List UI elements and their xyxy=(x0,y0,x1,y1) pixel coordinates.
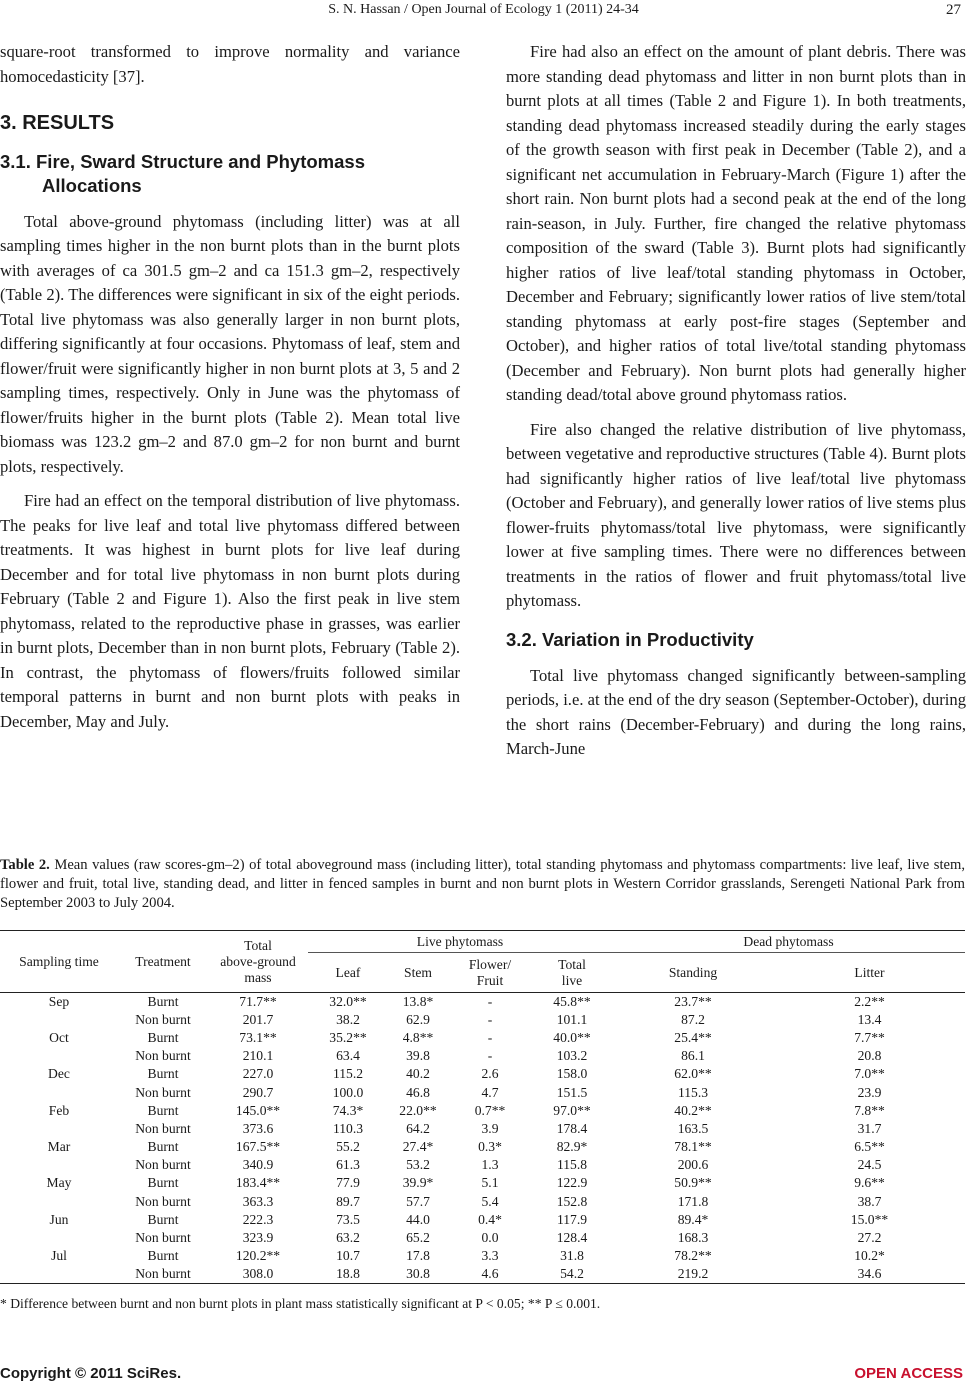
header-total-line3: mass xyxy=(244,969,272,985)
data-table xyxy=(0,930,965,1284)
cell-stem: 53.2 xyxy=(406,1157,430,1173)
cell-time: Jul xyxy=(51,1248,67,1264)
cell-live: 45.8** xyxy=(553,993,591,1009)
cell-leaf: 55.2 xyxy=(336,1139,360,1155)
cell-litter: 20.8 xyxy=(857,1048,882,1064)
cell-flower: 4.6 xyxy=(448,1265,532,1283)
paragraph-phytomass: Total above-ground phytomass (including litter) was at all sampling times higher in the non burnt plots than in the burnt plots with averages of ca 301.5 gm–2 and ca 151.3 gm–2, respectively (Table 2). The differences were significant in six of the eight periods. Total live phytomass was also generally larger in non burnt plots, differing significantly at four occasions. Phytomass of leaf, stem and flower/fruit were significantly higher in non burnt plots at 3, 5 and 2 sampling times, respectively. Only in June was the phytomass of flower/fruits higher in the burnt plots (Table 2). Mean total live biomass was 123.2 gm–2 and 87.0 gm–2 for non burnt and burnt plots, respectively. xyxy=(0,211,460,476)
cell-leaf: 110.3 xyxy=(332,1120,364,1136)
cell-flower: 3.9 xyxy=(481,1120,499,1136)
paragraph-debris: Fire had also an effect on the amount of plant debris. There was more standing dead phytomass and litter in non burnt plots than in burnt plots at all times (Table 2 and Figure 1). In both treatments, standing dead phytomass increased steadily during the early stages of the growth season with first peak in December (Table 2), and a significant net accumulation in February-March (Figure 1) after the short rain. Non burnt plots had a second peak at the end of the long rain-season, in July. Further, fire changed the relative phytomass composition of the sward (Table 3). Burnt plots had significantly higher ratios of live leaf/total standing phytomass in October, December and February; significantly lower ratios of live stem/total standing phytomass at early post-fire stages (September and October), and higher ratios of total live/total standing phytomass (December and February). Non burnt plots had generally higher standing dead/total above ground phytomass ratios. xyxy=(506,42,966,404)
cell-leaf: 38.2 xyxy=(336,1011,360,1027)
cell-stem: 40.2 xyxy=(406,1066,430,1082)
cell-total: 145.0** xyxy=(235,1102,281,1118)
cell-live: 115.8 xyxy=(556,1157,588,1173)
cell-stem: 39.9* xyxy=(402,1175,434,1191)
table-row xyxy=(0,1211,965,1229)
cell-total: 323.9 xyxy=(242,1230,274,1246)
intro-text: square-root transformed to improve normality and variance homocedasticity [37]. xyxy=(0,42,460,86)
cell-live: 151.5 xyxy=(556,1084,588,1100)
cell-time: Sep xyxy=(48,993,70,1009)
page-header xyxy=(0,0,967,22)
cell-standing: 62.0** xyxy=(674,1066,712,1082)
cell-time xyxy=(0,1120,118,1138)
subsection-heading-fire: 3.1. Fire, Sward Structure and Phytomass Allocations xyxy=(0,150,365,196)
cell-live: 101.1 xyxy=(556,1011,588,1027)
cell-stem: 39.8 xyxy=(406,1048,430,1064)
cell-leaf: 61.3 xyxy=(336,1157,360,1173)
cell-standing: 23.7** xyxy=(674,993,712,1009)
cell-flower: 1.3 xyxy=(481,1157,499,1173)
header-sampling-time: Sampling time xyxy=(0,931,118,993)
cell-treatment: Burnt xyxy=(147,1139,179,1155)
cell-standing: 78.1** xyxy=(674,1139,712,1155)
cell-litter: 13.4 xyxy=(857,1011,882,1027)
cell-time: May xyxy=(46,1175,72,1191)
header-total-live-line1: Total xyxy=(558,956,586,972)
cell-litter: 10.2* xyxy=(854,1248,885,1264)
table-row xyxy=(0,1229,965,1247)
cell-time xyxy=(0,1229,118,1247)
cell-stem: 65.2 xyxy=(406,1230,430,1246)
cell-litter: 9.6** xyxy=(854,1175,885,1191)
cell-stem: 17.8 xyxy=(406,1248,430,1264)
cell-standing: 89.4* xyxy=(677,1211,709,1227)
table-row xyxy=(0,1120,965,1138)
cell-treatment: Burnt xyxy=(147,1211,179,1227)
cell-treatment: Non burnt xyxy=(135,1011,191,1027)
header-total-line1: Total xyxy=(244,937,272,953)
table-caption xyxy=(0,856,965,912)
cell-live: 117.9 xyxy=(556,1211,588,1227)
left-column xyxy=(0,40,460,734)
cell-time xyxy=(0,1265,118,1283)
cell-treatment: Burnt xyxy=(147,1066,179,1082)
cell-total: 308.0 xyxy=(208,1265,308,1283)
paragraph-productivity: Total live phytomass changed significantly between-sampling periods, i.e. at the end of the dry season (September-October), during the short rains (December-February) and during the long rains, March-June xyxy=(506,665,966,758)
cell-total: 222.3 xyxy=(242,1211,274,1227)
cell-flower: - xyxy=(487,993,493,1009)
cell-stem: 64.2 xyxy=(406,1120,430,1136)
cell-flower: - xyxy=(487,1048,493,1064)
cell-stem: 4.8** xyxy=(402,1029,434,1045)
table-footnote: * Difference between burnt and non burnt plots in plant mass statistically significant at P < 0.05; ** P ≤ 0.001. xyxy=(0,1296,601,1311)
cell-total: 73.1** xyxy=(239,1029,277,1045)
cell-total: 363.3 xyxy=(242,1193,274,1209)
paragraph-distribution: Fire also changed the relative distribution of live phytomass, between vegetative and reproductive structures (Table 4). Burnt plots had significantly higher ratios of live leaf/total live phytomass (October and February), and generally lower ratios of live stems plus flower-fruits phytomass/total live phytomass, were significantly lower at five sampling times. There were no differences between treatments in the ratios of flower and fruit phytomass/total live phytomass. xyxy=(506,419,966,610)
cell-litter: 27.2 xyxy=(857,1230,882,1246)
cell-standing: 171.8 xyxy=(677,1193,709,1209)
header-litter: Litter xyxy=(774,953,965,993)
table-body xyxy=(0,993,965,1284)
cell-litter: 34.6 xyxy=(774,1265,965,1283)
cell-standing: 115.3 xyxy=(677,1084,709,1100)
cell-standing: 200.6 xyxy=(677,1157,709,1173)
header-total-line2: above-ground xyxy=(220,953,296,969)
cell-stem: 27.4* xyxy=(402,1139,434,1155)
cell-litter: 24.5 xyxy=(857,1157,882,1173)
cell-treatment: Burnt xyxy=(147,993,179,1009)
header-total-mass xyxy=(208,931,308,993)
copyright-notice: Copyright © 2011 SciRes. xyxy=(0,1365,182,1382)
table-row xyxy=(0,1102,965,1120)
table-row xyxy=(0,1156,965,1174)
cell-standing: 50.9** xyxy=(674,1175,712,1191)
cell-time xyxy=(0,1011,118,1029)
section-heading-results: 3. RESULTS xyxy=(0,112,115,134)
cell-time: Oct xyxy=(49,1029,69,1045)
cell-treatment: Non burnt xyxy=(135,1048,191,1064)
cell-litter: 23.9 xyxy=(857,1084,882,1100)
cell-treatment: Non burnt xyxy=(118,1265,208,1283)
table-row xyxy=(0,1083,965,1101)
page-footer xyxy=(0,1365,967,1385)
table-row xyxy=(0,1138,965,1156)
cell-total: 227.0 xyxy=(242,1066,274,1082)
cell-live: 178.4 xyxy=(556,1120,588,1136)
cell-leaf: 32.0** xyxy=(329,993,367,1009)
cell-flower: 2.6 xyxy=(481,1066,499,1082)
cell-live: 82.9* xyxy=(556,1139,588,1155)
cell-leaf: 63.2 xyxy=(336,1230,360,1246)
cell-live: 40.0** xyxy=(553,1029,591,1045)
cell-flower: 0.0 xyxy=(481,1230,499,1246)
cell-leaf: 100.0 xyxy=(332,1084,364,1100)
cell-stem: 46.8 xyxy=(406,1084,430,1100)
cell-live: 97.0** xyxy=(553,1102,591,1118)
cell-standing: 25.4** xyxy=(674,1029,712,1045)
cell-stem: 22.0** xyxy=(399,1102,437,1118)
table-row xyxy=(0,1193,965,1211)
cell-leaf: 73.5 xyxy=(336,1211,360,1227)
header-flower-line1: Flower/ xyxy=(468,956,512,972)
cell-leaf: 35.2** xyxy=(329,1029,367,1045)
right-column xyxy=(506,40,966,762)
cell-standing: 86.1 xyxy=(681,1048,705,1064)
table-caption-label: Table 2. xyxy=(0,857,50,873)
cell-total: 167.5** xyxy=(235,1139,281,1155)
header-flower-fruit xyxy=(448,953,532,993)
table-row xyxy=(0,1247,965,1265)
cell-treatment: Burnt xyxy=(147,1248,179,1264)
cell-live: 103.2 xyxy=(556,1048,588,1064)
cell-time xyxy=(0,1083,118,1101)
cell-standing: 87.2 xyxy=(681,1011,705,1027)
cell-standing: 219.2 xyxy=(612,1265,774,1283)
header-total-live-line2: live xyxy=(561,972,583,988)
cell-time: Dec xyxy=(48,1066,70,1082)
cell-total: 183.4** xyxy=(235,1175,281,1191)
cell-leaf: 77.9 xyxy=(336,1175,360,1191)
cell-live: 128.4 xyxy=(556,1230,588,1246)
header-treatment: Treatment xyxy=(118,931,208,993)
cell-flower: 0.4* xyxy=(478,1211,502,1227)
header-flower-line2: Fruit xyxy=(476,972,504,988)
page-number: 27 xyxy=(946,2,961,18)
cell-treatment: Burnt xyxy=(147,1029,179,1045)
cell-standing: 168.3 xyxy=(677,1230,709,1246)
cell-total: 71.7** xyxy=(239,993,277,1009)
open-access-label: OPEN ACCESS xyxy=(854,1365,963,1382)
header-stem: Stem xyxy=(388,953,448,993)
cell-flower: 3.3 xyxy=(481,1248,499,1264)
table-row xyxy=(0,1029,965,1047)
cell-time: Mar xyxy=(47,1139,71,1155)
header-leaf: Leaf xyxy=(308,953,388,993)
header-standing: Standing xyxy=(612,953,774,993)
table-row xyxy=(0,1011,965,1029)
cell-litter: 7.8** xyxy=(854,1102,885,1118)
cell-treatment: Non burnt xyxy=(135,1157,191,1173)
cell-litter: 38.7 xyxy=(857,1193,882,1209)
cell-live: 122.9 xyxy=(556,1175,588,1191)
cell-time: Jun xyxy=(49,1211,69,1227)
header-live-phytomass: Live phytomass xyxy=(308,931,612,953)
cell-treatment: Non burnt xyxy=(135,1120,191,1136)
cell-standing: 78.2** xyxy=(674,1248,712,1264)
header-total-live xyxy=(532,953,612,993)
cell-leaf: 115.2 xyxy=(332,1066,364,1082)
running-title: S. N. Hassan / Open Journal of Ecology 1 (2011) 24-34 xyxy=(328,2,639,17)
cell-litter: 7.7** xyxy=(854,1029,885,1045)
cell-leaf: 63.4 xyxy=(336,1048,360,1064)
cell-time: Feb xyxy=(48,1102,70,1118)
cell-time xyxy=(0,1156,118,1174)
cell-flower: - xyxy=(487,1011,493,1027)
table-row xyxy=(0,1047,965,1065)
cell-leaf: 18.8 xyxy=(308,1265,388,1283)
cell-stem: 30.8 xyxy=(388,1265,448,1283)
cell-treatment: Non burnt xyxy=(135,1230,191,1246)
cell-stem: 62.9 xyxy=(406,1011,430,1027)
cell-litter: 31.7 xyxy=(857,1120,882,1136)
cell-live: 31.8 xyxy=(560,1248,584,1264)
cell-total: 120.2** xyxy=(235,1248,281,1264)
cell-flower: 5.4 xyxy=(481,1193,499,1209)
table-row xyxy=(0,993,965,1011)
cell-stem: 13.8* xyxy=(402,993,434,1009)
cell-stem: 57.7 xyxy=(406,1193,430,1209)
paragraph-temporal: Fire had an effect on the temporal distribution of live phytomass. The peaks for live leaf and total live phytomass differed between treatments. It was highest in burnt plots for live leaf during December and for total live phytomass in non burnt plots during February (Table 2 and Figure 1). Also the first peak in live stem phytomass, related to the reproductive phase in grasses, was earlier in burnt plots, December than in non burnt plots, February (Table 2). In contrast, the phytomass of flowers/fruits followed similar temporal patterns in burnt and non burnt plots with peaks in December, May and July. xyxy=(0,491,460,731)
cell-total: 373.6 xyxy=(242,1120,274,1136)
cell-leaf: 89.7 xyxy=(336,1193,360,1209)
cell-treatment: Burnt xyxy=(147,1175,179,1191)
table-row xyxy=(0,1065,965,1083)
cell-litter: 7.0** xyxy=(854,1066,885,1082)
cell-live: 152.8 xyxy=(556,1193,588,1209)
cell-time xyxy=(0,1047,118,1065)
cell-total: 201.7 xyxy=(242,1011,274,1027)
cell-flower: 0.3* xyxy=(478,1139,502,1155)
cell-leaf: 74.3* xyxy=(332,1102,364,1118)
cell-total: 210.1 xyxy=(242,1048,274,1064)
cell-treatment: Burnt xyxy=(147,1102,179,1118)
cell-total: 340.9 xyxy=(242,1157,274,1173)
cell-litter: 15.0** xyxy=(850,1211,889,1227)
cell-treatment: Non burnt xyxy=(135,1193,191,1209)
cell-flower: 0.7** xyxy=(474,1102,506,1118)
cell-live: 158.0 xyxy=(556,1066,588,1082)
cell-litter: 6.5** xyxy=(854,1139,885,1155)
cell-total: 290.7 xyxy=(242,1084,274,1100)
table-caption-text: Mean values (raw scores-gm–2) of total aboveground mass (including litter), total standing phytomass and phytomass compartments: live leaf, live stem, flower and fruit, total live, standing dead, and litter in fenced samples in burnt and non burnt plots in Western Corridor grasslands, Serengeti National Park from September 2003 to July 2004. xyxy=(0,857,965,911)
cell-litter: 2.2** xyxy=(854,993,885,1009)
cell-standing: 163.5 xyxy=(677,1120,709,1136)
cell-treatment: Non burnt xyxy=(135,1084,191,1100)
cell-flower: - xyxy=(487,1029,493,1045)
cell-stem: 44.0 xyxy=(406,1211,430,1227)
cell-standing: 40.2** xyxy=(674,1102,712,1118)
cell-flower: 4.7 xyxy=(481,1084,499,1100)
table-row xyxy=(0,1265,965,1283)
table-row xyxy=(0,1174,965,1192)
cell-flower: 5.1 xyxy=(481,1175,499,1191)
header-dead-phytomass: Dead phytomass xyxy=(612,931,965,953)
cell-live: 54.2 xyxy=(532,1265,612,1283)
cell-time xyxy=(0,1193,118,1211)
cell-leaf: 10.7 xyxy=(336,1248,360,1264)
subsection-heading-productivity: 3.2. Variation in Productivity xyxy=(506,628,754,650)
